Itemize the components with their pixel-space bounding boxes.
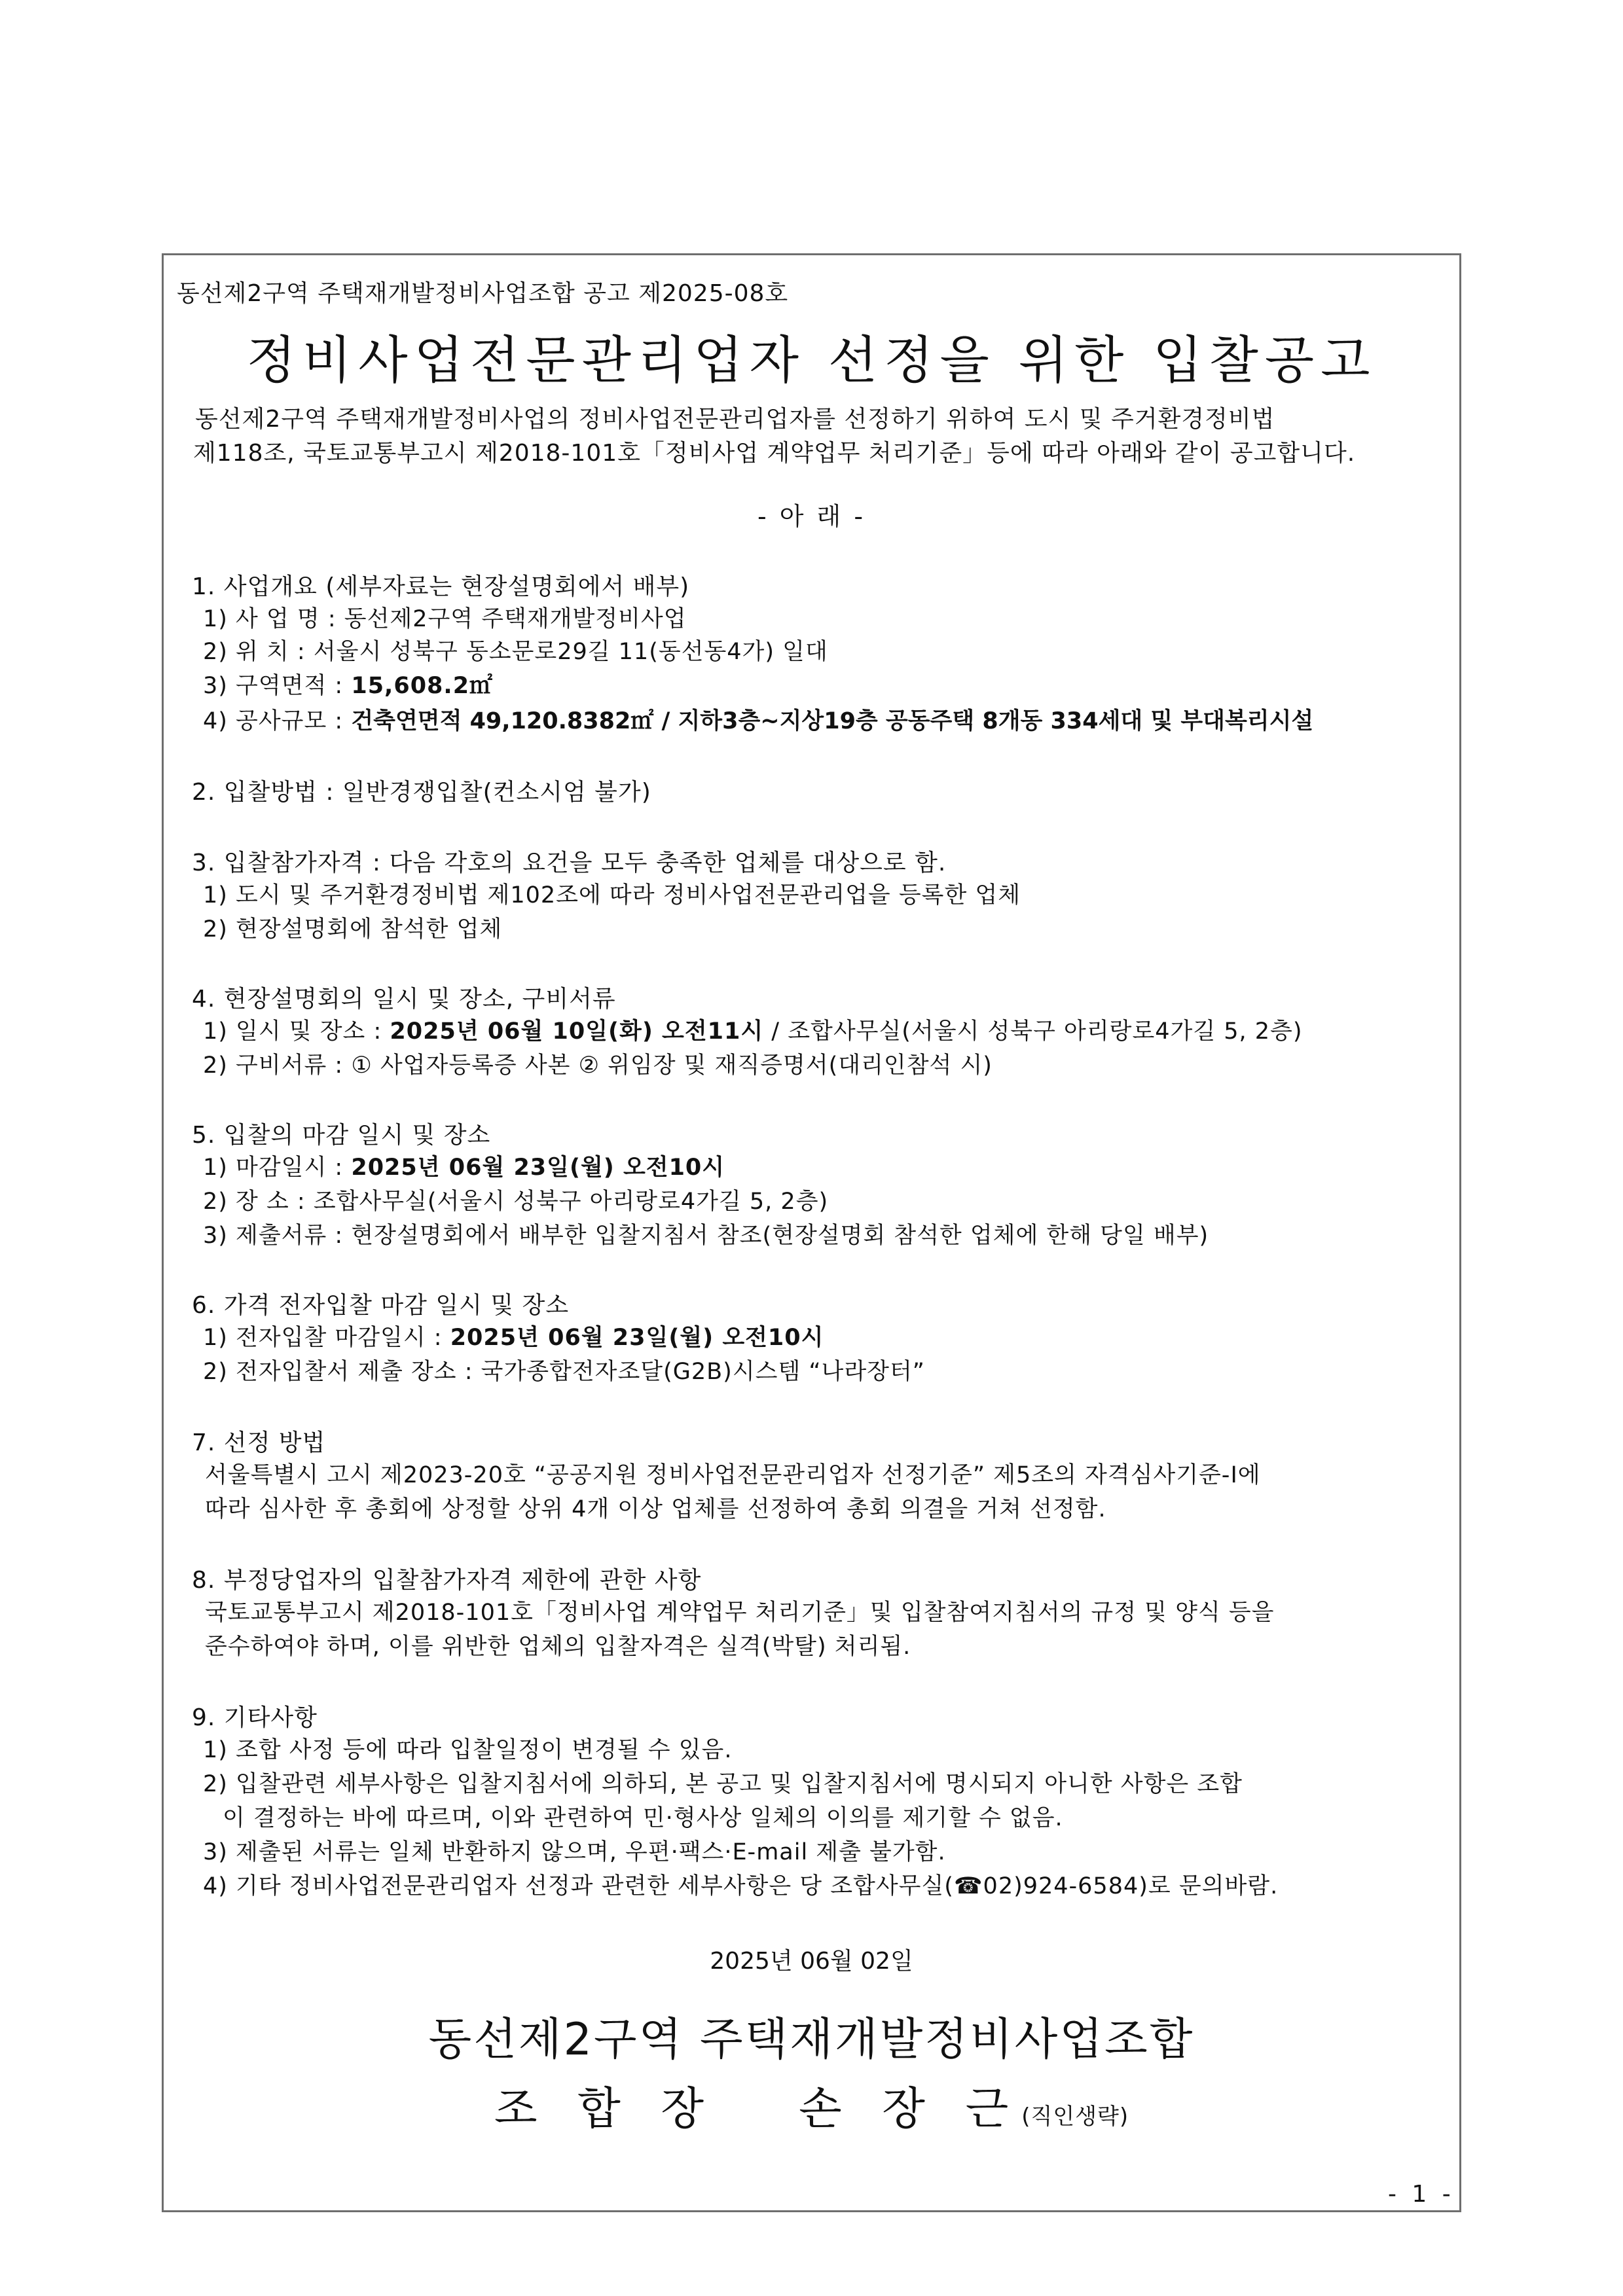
- section-1-item-4-value: 건축연면적 49,120.8382㎡ / 지하3층~지상19층 공동주택 8개동 334세대 및 부대복리시설: [351, 708, 1314, 734]
- section-7-para-1: 서울특별시 고시 제2023-20호 “공공지원 정비사업전문관리업자 선정기준” 제5조의 자격심사기준-Ⅰ에: [205, 1462, 1261, 1488]
- section-3-item-2: 2) 현장설명회에 참석한 업체: [203, 916, 503, 942]
- section-1-item-3-value: 15,608.2㎡: [351, 673, 494, 699]
- section-5-item-3: 3) 제출서류 : 현장설명회에서 배부한 입찰지침서 참조(현장설명회 참석한 업체에 한해 당일 배부): [203, 1223, 1209, 1249]
- section-9-item-2: 2) 입찰관련 세부사항은 입찰지침서에 의하되, 본 공고 및 입찰지침서에 명시되지 아니한 사항은 조합: [203, 1771, 1243, 1797]
- section-9-item-1: 1) 조합 사정 등에 따라 입찰일정이 변경될 수 있음.: [203, 1737, 733, 1763]
- section-1-title: 1. 사업개요: [192, 573, 318, 600]
- section-4-item-1-rest: / 조합사무실(서울시 성북구 아리랑로4가길 5, 2층): [763, 1018, 1303, 1045]
- section-2-heading: 2. 입찰방법 : 일반경쟁입찰(컨소시엄 불가): [192, 779, 651, 806]
- section-6-item-1: [203, 1319, 824, 1352]
- section-7-heading: 7. 선정 방법: [192, 1429, 326, 1456]
- section-1-item-4: [203, 703, 1313, 736]
- section-6-heading: 6. 가격 전자입찰 마감 일시 및 장소: [192, 1292, 570, 1319]
- section-3-heading: [192, 844, 946, 878]
- section-9-heading: 9. 기타사항: [192, 1704, 318, 1731]
- section-5-heading: 5. 입찰의 마감 일시 및 장소: [192, 1122, 491, 1149]
- section-4-heading: 4. 현장설명회의 일시 및 장소, 구비서류: [192, 986, 616, 1013]
- section-6-item-2: 2) 전자입찰서 제출 장소 : 국가종합전자조달(G2B)시스템 “나라장터”: [203, 1359, 925, 1385]
- signatory: 조 합 장 손 장 근: [494, 2083, 1022, 2135]
- section-7-para-2: 따라 심사한 후 총회에 상정할 상위 4개 이상 업체를 선정하여 총회 의결을 거쳐 선정함.: [205, 1496, 1106, 1522]
- section-1-item-1: 1) 사 업 명 : 동선제2구역 주택재개발정비사업: [203, 606, 687, 632]
- section-9-item-4: 4) 기타 정비사업전문관리업자 선정과 관련한 세부사항은 당 조합사무실(☎02)924-6584)로 문의바람.: [203, 1873, 1279, 1899]
- section-4-item-2: 2) 구비서류 : ① 사업자등록증 사본 ② 위임장 및 재직증명서(대리인참석 시): [203, 1052, 993, 1079]
- notice-date: 2025년 06월 02일: [710, 1948, 913, 1975]
- seal-note: (직인생략): [1021, 2104, 1129, 2130]
- section-1-item-3-label: 3) 구역면적 :: [203, 673, 352, 699]
- notice-number: 동선제2구역 주택재개발정비사업조합 공고 제2025-08호: [177, 280, 789, 307]
- section-1-note: (세부자료는 현장설명회에서 배부): [317, 573, 690, 600]
- section-6-item-1-label: 1) 전자입찰 마감일시 :: [203, 1325, 450, 1351]
- intro-line-1: 동선제2구역 주택재개발정비사업의 정비사업전문관리업자를 선정하기 위하여 도시 및 주거환경정비법: [195, 406, 1275, 433]
- section-1-item-2: 2) 위 치 : 서울시 성북구 동소문로29길 11(동선동4가) 일대: [203, 639, 828, 665]
- section-4-item-1-label: 1) 일시 및 장소 :: [203, 1018, 390, 1045]
- section-8-heading: 8. 부정당업자의 입찰참가자격 제한에 관한 사항: [192, 1567, 702, 1594]
- signature-line: [162, 2073, 1461, 2137]
- section-5-item-2: 2) 장 소 : 조합사무실(서울시 성북구 아리랑로4가길 5, 2층): [203, 1189, 829, 1215]
- section-4-item-1: [203, 1013, 1303, 1046]
- section-9-item-3: 3) 제출된 서류는 일체 반환하지 않으며, 우편·팩스·E-mail 제출 불가함.: [203, 1839, 946, 1865]
- union-name: 동선제2구역 주택재개발정비사업조합: [428, 2014, 1195, 2066]
- notice-title: 정비사업전문관리업자 선정을 위한 입찰공고: [246, 331, 1377, 390]
- section-1-item-4-label: 4) 공사규모 :: [203, 708, 352, 734]
- section-3-title: 3. 입찰참가자격: [192, 850, 365, 876]
- section-5-item-1-value: 2025년 06월 23일(월) 오전10시: [351, 1155, 725, 1181]
- section-6-item-1-value: 2025년 06월 23일(월) 오전10시: [450, 1325, 824, 1351]
- section-3-note: : 다음 각호의 요건을 모두 충족한 업체를 대상으로 함.: [364, 850, 947, 876]
- section-4-item-1-value: 2025년 06월 10일(화) 오전11시: [390, 1018, 764, 1045]
- section-5-item-1: [203, 1149, 725, 1182]
- section-8-para-2: 준수하여야 하며, 이를 위반한 업체의 입찰자격은 실격(박탈) 처리됨.: [205, 1634, 911, 1660]
- subheading: - 아 래 -: [757, 502, 866, 531]
- section-1-heading: [192, 568, 689, 601]
- section-3-item-1: 1) 도시 및 주거환경정비법 제102조에 따라 정비사업전문관리업을 등록한 업체: [203, 882, 1021, 908]
- section-9-item-2-continued: 이 결정하는 바에 따르며, 이와 관련하여 민·형사상 일체의 이의를 제기할 수 없음.: [223, 1805, 1063, 1831]
- intro-line-2: 제118조, 국토교통부고시 제2018-101호「정비사업 계약업무 처리기준」등에 따라 아래와 같이 공고합니다.: [193, 440, 1356, 467]
- section-5-item-1-label: 1) 마감일시 :: [203, 1155, 352, 1181]
- page-number: - 1 -: [1388, 2181, 1455, 2208]
- section-1-item-3: [203, 668, 493, 700]
- section-8-para-1: 국토교통부고시 제2018-101호「정비사업 계약업무 처리기준」및 입찰참여지침서의 규정 및 양식 등을: [205, 1600, 1275, 1626]
